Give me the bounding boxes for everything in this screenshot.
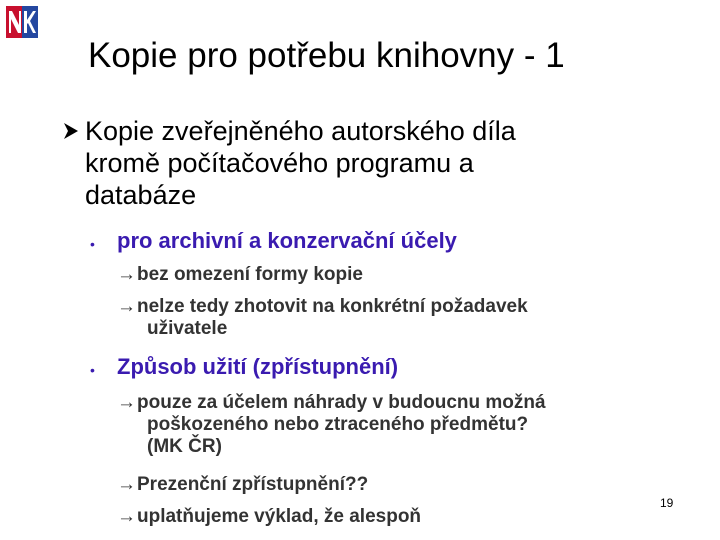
main-bullet-text [85,115,685,211]
item-line: nelze tedy zhotovit na konkrétní požadavek [137,296,528,317]
item-line: Prezenční zpřístupnění?? [137,474,369,495]
item-line: (MK ČR) [147,436,222,457]
dot-bullet-icon: • [90,362,95,378]
main-bullet-line: kromě počítačového programu a [85,148,474,178]
page-number: 19 [660,496,674,510]
list-item [117,474,368,496]
item-line: poškozeného nebo ztraceného předmětu? [147,414,529,435]
dot-bullet-icon: • [90,236,95,252]
right-arrow-icon: → [117,264,136,285]
list-item [117,506,421,528]
right-arrow-icon: → [117,296,136,317]
right-arrow-icon: → [117,392,136,413]
nk-logo-icon [6,6,38,38]
list-item [117,296,528,340]
main-bullet-line: Kopie zveřejněného autorského díla [85,116,516,146]
section-heading-usage: Způsob užití (zpřístupnění) [117,354,399,379]
section-heading-archival: pro archivní a konzervační účely [117,228,457,253]
item-line: uživatele [147,318,228,339]
right-arrow-icon: → [117,506,136,527]
item-line: uplatňujeme výklad, že alespoň [137,506,422,527]
list-item [117,392,546,458]
item-line: bez omezení formy kopie [137,264,363,285]
arrowhead-bullet-icon [62,122,80,140]
right-arrow-icon: → [117,474,136,495]
item-line: pouze za účelem náhrady v budoucnu možná [137,392,546,413]
slide-title: Kopie pro potřebu knihovny - 1 [88,36,565,75]
list-item [117,264,363,286]
main-bullet-line: databáze [85,180,197,210]
